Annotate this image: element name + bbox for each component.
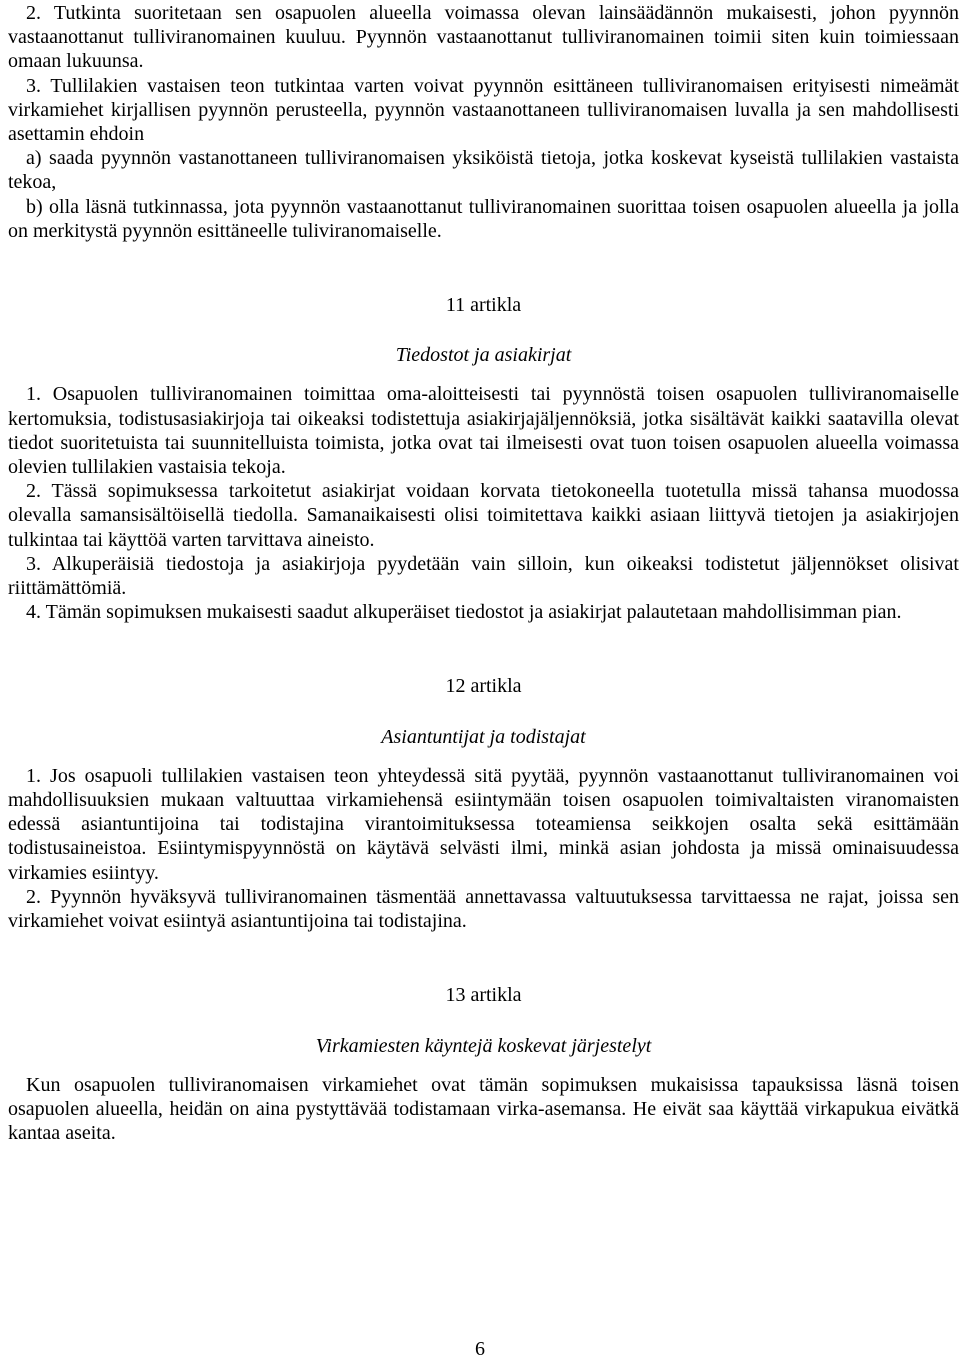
- document-page: [8, 1, 959, 1145]
- article-11-heading: Tiedostot ja asiakirjat: [395, 344, 572, 367]
- article-11-paragraph-3: 3. Alkuperäisiä tiedostoja ja asiakirjoja pyydetään vain silloin, kun oikeaksi todistetut jäljennökset olisivat riittämättömiä.: [8, 552, 959, 600]
- paragraph-3b: b) olla läsnä tutkinnassa, jota pyynnön vastaanottanut tulliviranomainen suorittaa toisen osapuolen alueella ja jolla on merkitystä pyynnön esittäneelle tuliviranomaiselle.: [8, 195, 959, 242]
- article-13-paragraph-1: Kun osapuolen tulliviranomaisen virkamiehet ovat tämän sopimuksen mukaisissa tapauksissa läsnä toisen osapuolen alueella, heidän on aina pystyttävää todistamaan virka-asemansa. He eivät saa käyttää virkapukua eivätkä kantaa aseita.: [8, 1073, 959, 1145]
- paragraph-3a: a) saada pyynnön vastanottaneen tulliviranomaisen yksiköistä tietoja, jotka koskevat kyseistä tullilakien vastaista tekoa,: [8, 147, 959, 194]
- article-13-title: 13 artikla: [445, 984, 522, 1007]
- article-12-paragraph-1: 1. Jos osapuoli tullilakien vastaisen teon yhteydessä sitä pyytää, pyynnön vastaanottanut tulliviranomainen voi mahdollisuuksien mukaan valtuuttaa virkamiehensä esiintymään toisen osapuolen toimivaltaisten viranomaisten edessä asiantuntijoina tai todistajina virantoimituksessa toteamiensa seikkojen osalta sekä esittämään todistusaineistoa. Esiintymispyynnöstä on käytävä selvästi ilmi, minkä asian johdosta ja missä ominaisuudessa virkamies esiintyy.: [8, 764, 959, 884]
- article-13-heading: Virkamiesten käyntejä koskevat järjestelyt: [315, 1034, 652, 1057]
- article-11-title: 11 artikla: [445, 294, 522, 317]
- paragraph-3: 3. Tullilakien vastaisen teon tutkintaa varten voivat pyynnön esittäneen tulliviranomaisen erityisesti nimeämät virkamiehet kirjallisen pyynnön perusteella, pyynnön vastaanottaneen tulliviranomaisen luvalla ja sen mahdollisesti asettamin ehdoin: [8, 74, 959, 146]
- article-12-paragraph-2: 2. Pyynnön hyväksyvä tulliviranomainen täsmentää annettavassa valtuutuksessa tarvittaessa ne rajat, joissa sen virkamiehet voivat esiintyä asiantuntijoina tai todistajina.: [8, 885, 959, 933]
- paragraph-2: 2. Tutkinta suoritetaan sen osapuolen alueella voimassa olevan lainsäädännön mukaisesti, johon pyynnön vastaanottanut tulliviranomainen kuuluu. Pyynnön vastaanottanut tulliviranomainen toimii siten kuin toimiessaan omaan lukuunsa.: [8, 2, 959, 73]
- top-section: [8, 1, 959, 243]
- article-11-paragraph-1: 1. Osapuolen tulliviranomainen toimittaa oma-aloitteisesti tai pyynnöstä toisen osapuolen tulliviranomaiselle kertomuksia, todistusasiakirjoja tai oikeaksi todistettuja asiakirjajäljennöksiä, jotka sisältävät kaikki saatavilla olevat tiedot suoritetuista tai suunnitelluista toimista, jotka ovat tai ilmeisesti ovat tuon toisen osapuolen alueella voimassa olevien tullilakien vastaisia tekoja.: [8, 383, 959, 479]
- page-number: 6: [475, 1338, 485, 1360]
- article-11-paragraph-4: 4. Tämän sopimuksen mukaisesti saadut alkuperäiset tiedostot ja asiakirjat palautetaan mahdollisimman pian.: [26, 601, 902, 624]
- article-12-heading: Asiantuntijat ja todistajat: [381, 725, 586, 748]
- article-12: [8, 674, 959, 933]
- article-13: [8, 983, 959, 1145]
- article-11-paragraph-2: 2. Tässä sopimuksessa tarkoitetut asiakirjat voidaan korvata tietokoneella tuotetulla missä tahansa muodossa olevalla samansisältöisellä tiedolla. Samanaikaisesti olisi toimitettava kaikki asiaan liittyvä tietojen ja asiakirjojen tulkintaa tai käyttöä varten tarvittava aineisto.: [8, 480, 959, 551]
- article-11: [8, 293, 959, 624]
- article-12-title: 12 artikla: [445, 675, 522, 698]
